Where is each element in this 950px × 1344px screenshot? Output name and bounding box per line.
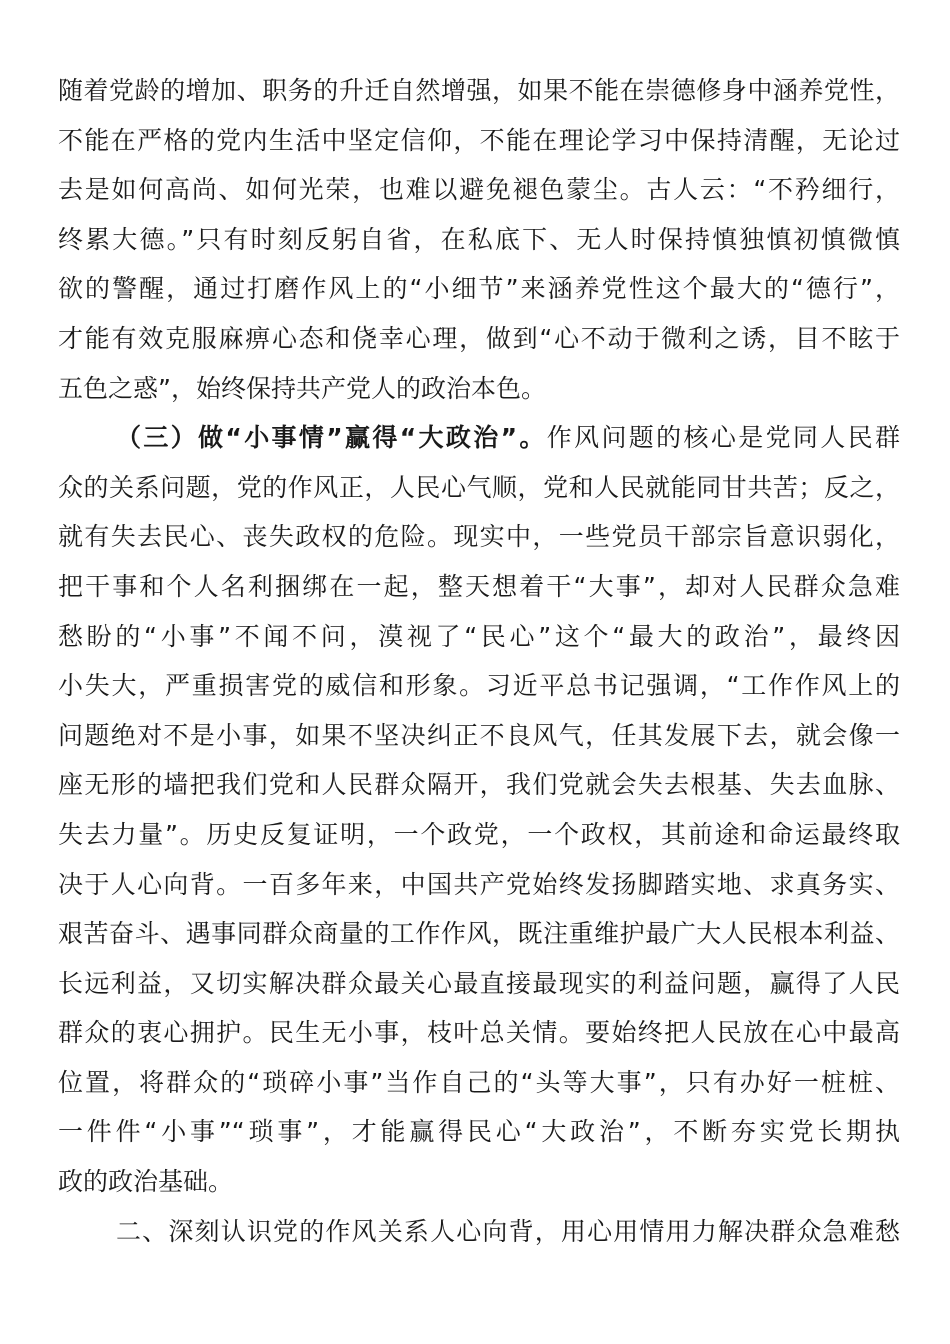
section-heading: 二、深刻认识党的作风关系人心向背，用心用情用力解决群众急难愁: [116, 1216, 900, 1246]
paragraph-line: 长远利益，又切实解决群众最关心最直接最现实的利益问题，赢得了人民: [58, 968, 900, 998]
paragraph-line: 不能在严格的党内生活中坚定信仰，不能在理论学习中保持清醒，无论过: [58, 125, 900, 155]
paragraph-line: 失去力量”。历史反复证明，一个政党，一个政权，其前途和命运最终取: [58, 819, 900, 849]
paragraph-line: 欲的警醒，通过打磨作风上的“小细节”来涵养党性这个最大的“德行”，: [58, 274, 900, 304]
paragraph-first-line: [58, 413, 900, 463]
paragraph-line: 五色之惑”，始终保持共产党人的政治本色。: [58, 373, 546, 403]
subsection-heading: （三）做“小事情”赢得“大政治”。: [116, 423, 547, 453]
section-2: [58, 1207, 900, 1257]
paragraph-line: 一件件“小事”“琐事”，才能赢得民心“大政治”，不断夯实党长期执: [58, 1117, 900, 1147]
paragraph-line: 问题绝对不是小事，如果不坚决纠正不良风气，任其发展下去，就会像一: [58, 720, 900, 750]
paragraph-line: 愁盼的“小事”不闻不问，漠视了“民心”这个“最大的政治”，最终因: [58, 621, 900, 651]
paragraph-line: 终累大德。”只有时刻反躬自省，在私底下、无人时保持慎独慎初慎微慎: [58, 224, 900, 254]
paragraph-line: 群众的衷心拥护。民生无小事，枝叶总关情。要始终把人民放在心中最高: [58, 1018, 900, 1048]
paragraph-line: 把干事和个人名利捆绑在一起，整天想着干“大事”，却对人民群众急难: [58, 571, 900, 601]
paragraph-line: 位置，将群众的“琐碎小事”当作自己的“头等大事”，只有办好一桩桩、: [58, 1067, 900, 1097]
paragraph-line: 小失大，严重损害党的威信和形象。习近平总书记强调，“工作作风上的: [58, 671, 900, 701]
document-body: [58, 66, 900, 1256]
paragraph-line-rest: 作风问题的核心是党同人民群: [546, 423, 900, 453]
paragraph-line: 政的政治基础。: [58, 1167, 234, 1197]
paragraph-2: [58, 413, 900, 1207]
paragraph-line: 去是如何高尚、如何光荣，也难以避免褪色蒙尘。古人云：“不矜细行，: [58, 175, 900, 205]
paragraph-line: 就有失去民心、丧失政权的危险。现实中，一些党员干部宗旨意识弱化，: [58, 522, 900, 552]
paragraph-line: 随着党龄的增加、职务的升迁自然增强，如果不能在崇德修身中涵养党性，: [58, 76, 900, 105]
paragraph-line: 艰苦奋斗、遇事同群众商量的工作作风，既注重维护最广大人民根本利益、: [58, 919, 900, 949]
paragraph-line: 才能有效克服麻痹心态和侥幸心理，做到“心不动于微利之诱，目不眩于: [58, 323, 900, 353]
paragraph-1: [58, 66, 900, 413]
paragraph-line: 众的关系问题，党的作风正，人民心气顺，党和人民就能同甘共苦；反之，: [58, 472, 900, 502]
paragraph-line: 座无形的墙把我们党和人民群众隔开，我们党就会失去根基、失去血脉、: [58, 770, 900, 800]
paragraph-line: 决于人心向背。一百多年来，中国共产党始终发扬脚踏实地、求真务实、: [58, 869, 900, 899]
